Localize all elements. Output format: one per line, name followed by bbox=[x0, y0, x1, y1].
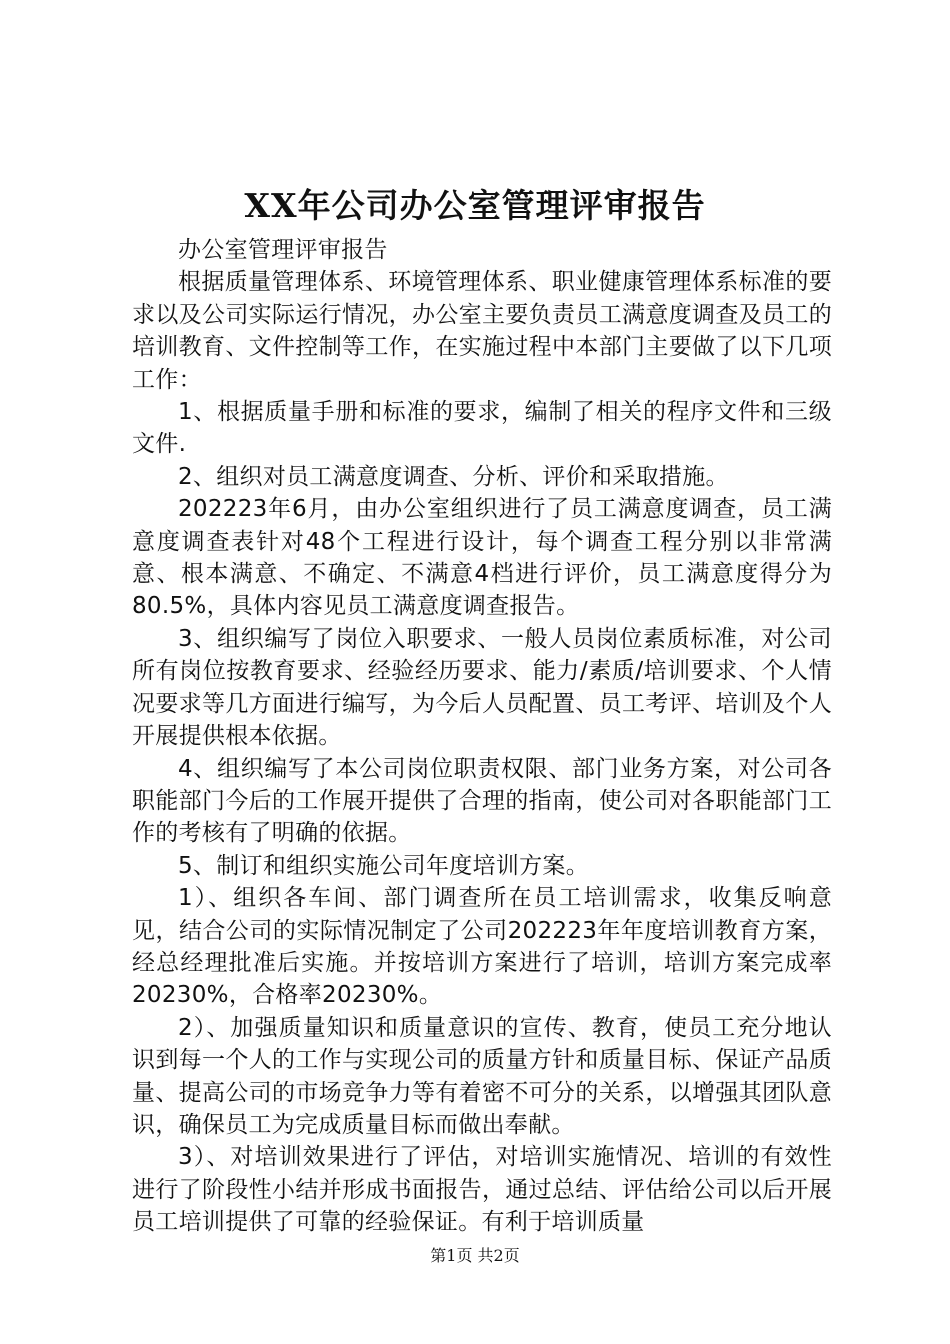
paragraph: 5、制订和组织实施公司年度培训方案。 bbox=[178, 852, 590, 879]
paragraph: 2、组织对员工满意度调查、分析、评价和采取措施。 bbox=[178, 463, 729, 490]
paragraph: 1、根据质量手册和标准的要求，编制了相关的程序文件和三级文件. bbox=[132, 399, 832, 458]
document-title: XX年公司办公室管理评审报告 bbox=[244, 186, 706, 225]
paragraph: 2）、加强质量知识和质量意识的宣传、教育，使员工充分地认识到每一个人的工作与实现公司的质量方针和质量目标、保证产品质量、提高公司的市场竞争力等有着密不可分的关系，以增强其团队意识，确保员工为完成质量目标而做出奉献。 bbox=[132, 1014, 832, 1138]
paragraph: 3、组织编写了岗位入职要求、一般人员岗位素质标准，对公司所有岗位按教育要求、经验经历要求、能力/素质/培训要求、个人情况要求等几方面进行编写，为今后人员配置、员工考评、培训及个人开展提供根本依据。 bbox=[132, 625, 832, 750]
page-number-footer: 第1页 共2页 bbox=[430, 1246, 520, 1265]
paragraph: 根据质量管理体系、环境管理体系、职业健康管理体系标准的要求以及公司实际运行情况，办公室主要负责员工满意度调查及员工的培训教育、文件控制等工作，在实施过程中本部门主要做了以下几项工作： bbox=[132, 269, 832, 393]
document-body bbox=[132, 234, 832, 1239]
paragraph: 202223年6月，由办公室组织进行了员工满意度调查，员工满意度调查表针对48个工程进行设计，每个调查工程分别以非常满意、根本满意、不确定、不满意4档进行评价，员工满意度得分为80.5%，具体内容见员工满意度调查报告。 bbox=[132, 496, 832, 620]
paragraph: 3）、对培训效果进行了评估，对培训实施情况、培训的有效性进行了阶段性小结并形成书面报告，通过总结、评估给公司以后开展员工培训提供了可靠的经验保证。有利于培训质量 bbox=[132, 1144, 832, 1236]
paragraph: 4、组织编写了本公司岗位职责权限、部门业务方案，对公司各职能部门今后的工作展开提供了合理的指南，使公司对各职能部门工作的考核有了明确的依据。 bbox=[132, 755, 832, 847]
paragraph: 1）、组织各车间、部门调查所在员工培训需求，收集反响意见，结合公司的实际情况制定了公司202223年年度培训教育方案，经总经理批准后实施。并按培训方案进行了培训，培训方案完成率20230%，合格率20230%。 bbox=[132, 885, 832, 1009]
paragraph: 办公室管理评审报告 bbox=[178, 237, 388, 263]
